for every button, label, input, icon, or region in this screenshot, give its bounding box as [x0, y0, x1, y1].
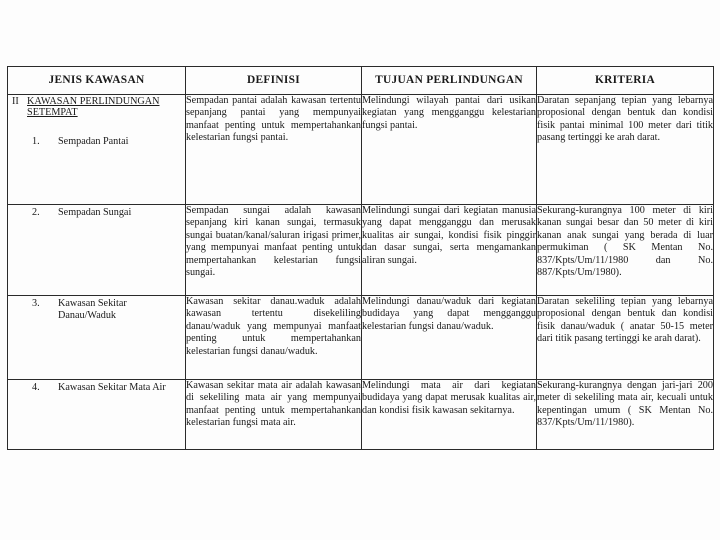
section-heading	[8, 95, 185, 118]
section-number: II	[12, 96, 19, 107]
definisi-cell: Kawasan sekitar danau.waduk adalah kawasan tertentu disekeliling danau/waduk yang mempunyai manfaat penting untuk mempertahankan kelestarian fungsi danau/waduk.	[186, 296, 362, 380]
table-row	[8, 380, 714, 450]
header-jenis-kawasan: JENIS KAWASAN	[8, 67, 186, 95]
kriteria-cell: Daratan sekeliling tepian yang lebarnya proposional dengan bentuk dan kondisi fisik danau/waduk ( anatar 50-15 meter dari titik pasang tertinggi ke arah darat).	[537, 296, 714, 380]
table-row	[8, 95, 714, 205]
row-label-text: Sempadan Pantai	[58, 136, 129, 147]
row-label-text: Kawasan Sekitar Mata Air	[58, 382, 166, 393]
definisi-cell: Sempadan pantai adalah kawasan tertentu sepanjang pantai yang mempunyai manfaat penting untuk mempertahankan kelestarian fungsi pantai.	[186, 95, 362, 205]
row-label-text: Kawasan Sekitar Danau/Waduk	[58, 298, 127, 322]
row-label	[8, 296, 185, 323]
header-definisi: DEFINISI	[186, 67, 362, 95]
jenis-cell	[8, 380, 186, 450]
kriteria-cell: Sekurang-kurangnya dengan jari-jari 200 meter di sekeliling mata air, kecuali untuk kepentingan umum ( SK Mentan No. 837/Kpts/Um/11/1980).	[537, 380, 714, 450]
row-label	[8, 118, 185, 148]
tujuan-cell: Melindungi wilayah pantai dari usikan kegiatan yang mengganggu kelestarian fungsi pantai.	[362, 95, 537, 205]
row-number: 2.	[32, 207, 40, 218]
kriteria-cell: Sekurang-kurangnya 100 meter di kiri kanan sungai besar dan 50 meter di kiri kanan anak sungai yang berada di luar permukiman ( SK Mentan No. 837/Kpts/Um/11/1980 dan No. 887/Kpts/Um/1980).	[537, 205, 714, 296]
tujuan-cell: Melindungi sungai dari kegiatan manusia yang dapat mengganggu dan merusak kualitas air sungai, kondisi fisik pinggir dan dasar sungai, serta mengamankan aliran sungai.	[362, 205, 537, 296]
definisi-cell: Kawasan sekitar mata air adalah kawasan di sekeliling mata air yang mempunyai manfaat penting untuk mempertahankan kelestarian fungsi mata air.	[186, 380, 362, 450]
jenis-cell	[8, 296, 186, 380]
jenis-cell	[8, 95, 186, 205]
row-label-text: Sempadan Sungai	[58, 207, 132, 218]
row-number: 3.	[32, 298, 40, 309]
row-label	[8, 205, 185, 219]
tujuan-cell: Melindungi mata air dari kegiatan budidaya yang dapat merusak kualitas air, dan kondisi fisik kawasan sekitarnya.	[362, 380, 537, 450]
tujuan-cell: Melindungi danau/waduk dari kegiatan budidaya yang dapat mengganggu kelestarian fungsi danau/waduk.	[362, 296, 537, 380]
definisi-cell: Sempadan sungai adalah kawasan sepanjang kiri kanan sungai, termasuk sungai buatan/kanal/saluran irigasi primer, yang mempunyai manfaat penting untuk mempertahankan kelestarian fungsi sungai.	[186, 205, 362, 296]
kriteria-cell: Daratan sepanjang tepian yang lebarnya proposional dengan bentuk dan kondisi fisik pantai minimal 100 meter dari titik pasang tertinggi ke arah darat.	[537, 95, 714, 205]
table-header-row	[8, 67, 714, 95]
table-row	[8, 205, 714, 296]
row-number: 1.	[32, 136, 40, 147]
row-number: 4.	[32, 382, 40, 393]
table-row	[8, 296, 714, 380]
section-title: KAWASAN PERLINDUNGAN SETEMPAT	[27, 96, 160, 118]
jenis-cell	[8, 205, 186, 296]
header-kriteria: KRITERIA	[537, 67, 714, 95]
row-label	[8, 380, 185, 394]
kawasan-table	[7, 66, 714, 450]
header-tujuan-perlindungan: TUJUAN PERLINDUNGAN	[362, 67, 537, 95]
